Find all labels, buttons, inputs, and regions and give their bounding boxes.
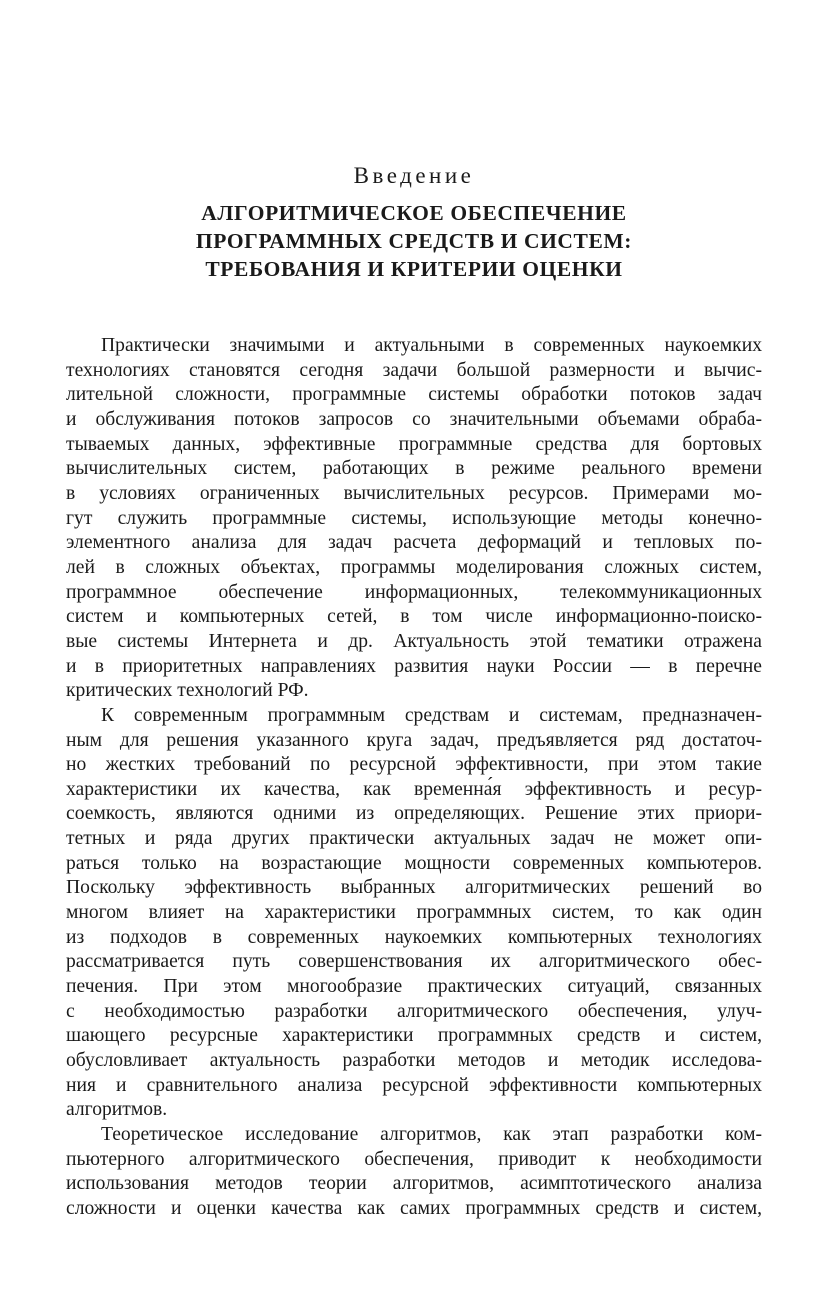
text-line: с необходимостью разработки алгоритмического обеспечения, улуч- (66, 1000, 762, 1022)
chapter-title (66, 199, 762, 283)
text-line: К современным программным средствам и системам, предназначен- (101, 704, 762, 726)
text-line: шающего ресурсные характеристики программных средств и систем, (66, 1025, 762, 1047)
text-line: ным для решения указанного круга задач, предъявляется ряд достаточ- (66, 729, 762, 751)
text-line: раться только на возрастающие мощности современных компьютеров. (66, 852, 762, 874)
text-line: пьютерного алгоритмического обеспечения, приводит к необходимости (66, 1148, 762, 1170)
text-line: алгоритмов. (66, 1099, 168, 1121)
text-line: многом влияет на характеристики программных систем, то как один (66, 902, 762, 924)
text-line: обусловливает актуальность разработки методов и методик исследова- (66, 1050, 762, 1072)
text-line: лей в сложных объектах, программы моделирования сложных систем, (66, 556, 762, 578)
text-line: вычислительных систем, работающих в режиме реального времени (66, 458, 762, 480)
chapter-title-line: АЛГОРИТМИЧЕСКОЕ ОБЕСПЕЧЕНИЕ (201, 201, 627, 225)
text-line: сложности и оценки качества как самих программных средств и систем, (66, 1197, 762, 1219)
text-line: тетных и ряда других практически актуальных задач не может опи- (66, 828, 762, 850)
text-line: использования методов теории алгоритмов, асимптотического анализа (66, 1173, 762, 1195)
text-line: программное обеспечение информационных, телекоммуникационных (66, 581, 762, 603)
text-line: и обслуживания потоков запросов со значительными объемами обраба- (66, 408, 762, 430)
text-line: но жестких требований по ресурсной эффективности, при этом такие (66, 754, 762, 776)
text-line: в условиях ограниченных вычислительных ресурсов. Примерами мо- (66, 482, 762, 504)
text-line: лительной сложности, программные системы обработки потоков задач (66, 384, 762, 406)
text-line: печения. При этом многообразие практических ситуаций, связанных (66, 976, 762, 998)
text-line: характеристики их качества, как временна́я эффективность и ресур- (66, 778, 762, 800)
text-line: соемкость, являются одними из определяющих. Решение этих приори- (66, 803, 762, 825)
text-line: рассматривается путь совершенствования их алгоритмического обес- (66, 951, 762, 973)
text-line: Теоретическое исследование алгоритмов, как этап разработки ком- (101, 1124, 762, 1145)
text-line: гут служить программные системы, использующие методы конечно- (66, 507, 762, 529)
text-line: Поскольку эффективность выбранных алгоритмических решений во (66, 877, 762, 899)
text-line: и в приоритетных направлениях развития науки России — в перечне (66, 655, 762, 677)
paragraph (66, 1123, 762, 1222)
text-line: критических технологий РФ. (66, 680, 309, 702)
text-line: технологиях становятся сегодня задачи большой размерности и вычис- (66, 359, 762, 381)
paragraph (66, 334, 762, 704)
text-line: вые системы Интернета и др. Актуальность этой тематики отражена (66, 630, 762, 652)
text-line: тываемых данных, эффективные программные средства для бортовых (66, 433, 762, 455)
text-line: ния и сравнительного анализа ресурсной эффективности компьютерных (66, 1074, 762, 1096)
text-line: Практически значимыми и актуальными в современных наукоемких (101, 335, 762, 356)
text-line: элементного анализа для задач расчета деформаций и тепловых по- (66, 532, 762, 554)
section-label: Введение (353, 163, 475, 188)
paragraph (66, 704, 762, 1123)
chapter-title-line: ПРОГРАММНЫХ СРЕДСТВ И СИСТЕМ: (195, 229, 633, 253)
body-text (66, 334, 762, 1222)
text-line: из подходов в современных наукоемких компьютерных технологиях (66, 926, 762, 948)
book-page (66, 0, 762, 1300)
chapter-title-line: ТРЕБОВАНИЯ И КРИТЕРИИ ОЦЕНКИ (205, 257, 623, 281)
text-line: систем и компьютерных сетей, в том числе информационно-поиско- (66, 606, 762, 628)
